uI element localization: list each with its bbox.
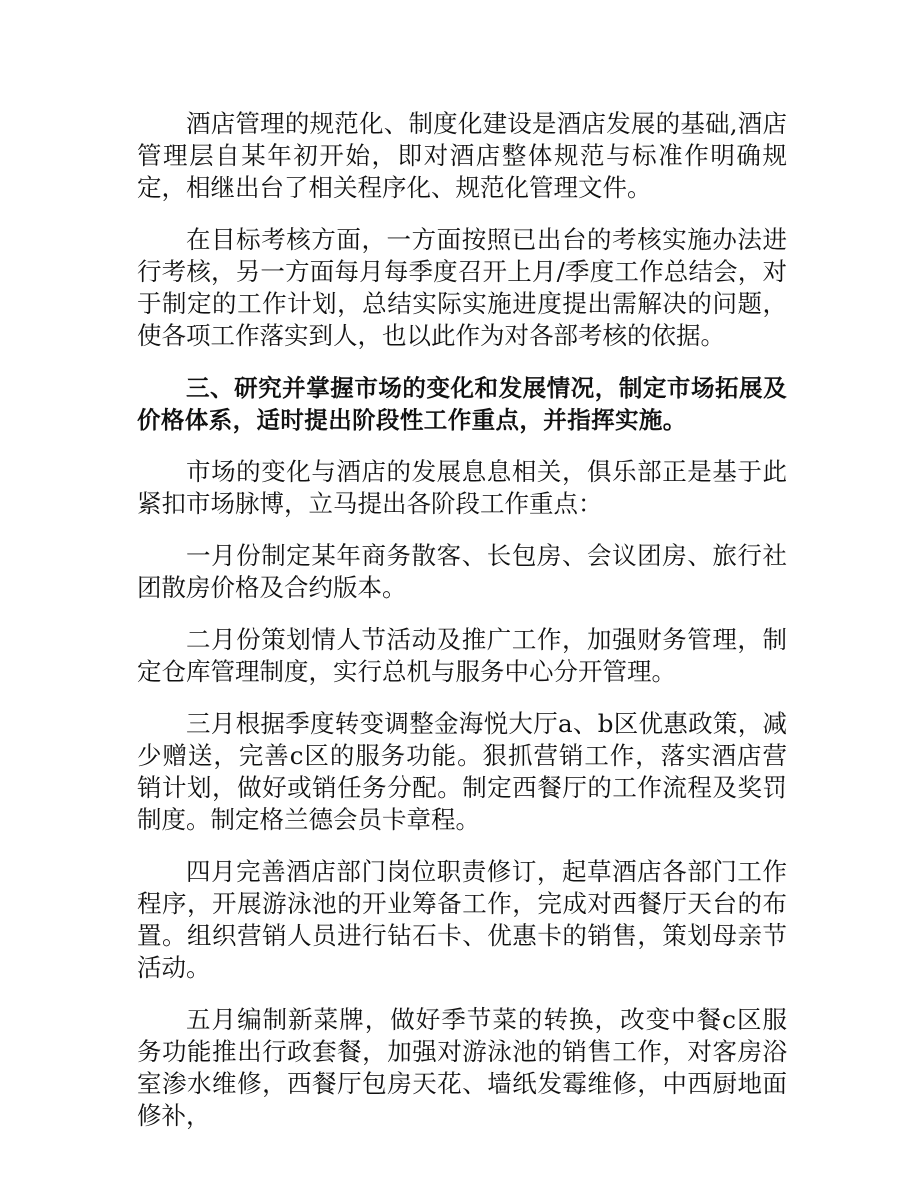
paragraph-standardization: 酒店管理的规范化、制度化建设是酒店发展的基础,酒店管理层自某年初开始，即对酒店整体规范与标准作明确规定，相继出台了相关程序化、规范化管理文件。 [137,109,787,202]
paragraph-march: 三月根据季度转变调整金海悦大厅a、b区优惠政策，减少赠送，完善c区的服务功能。狠抓营销工作，落实酒店营销计划，做好或销任务分配。制定西餐厅的工作流程及奖罚制度。制定格兰德会员卡章程。 [137,709,787,834]
document-body [137,108,787,1152]
paragraph-february: 二月份策划情人节活动及推广工作，加强财务管理，制定仓库管理制度，实行总机与服务中心分开管理。 [137,625,787,686]
paragraph-april: 四月完善酒店部门岗位职责修订，起草酒店各部门工作程序，开展游泳池的开业筹备工作，完成对西餐厅天台的布置。组织营销人员进行钻石卡、优惠卡的销售，策划母亲节活动。 [137,857,787,982]
section-heading-market: 三、研究并掌握市场的变化和发展情况，制定市场拓展及价格体系，适时提出阶段性工作重点，并指挥实施。 [137,374,787,434]
paragraph-may: 五月编制新菜牌，做好季节菜的转换，改变中餐c区服务功能推出行政套餐，加强对游泳池的销售工作，对客房浴室渗水维修，西餐厅包房天花、墙纸发霉维修，中西厨地面修补， [137,1005,787,1130]
paragraph-market-intro: 市场的变化与酒店的发展息息相关，俱乐部正是基于此紧扣市场脉博，立马提出各阶段工作重点： [137,457,787,518]
paragraph-january: 一月份制定某年商务散客、长包房、会议团房、旅行社团散房价格及合约版本。 [137,541,787,602]
paragraph-target-assessment: 在目标考核方面，一方面按照已出台的考核实施办法进行考核，另一方面每月每季度召开上月/季度工作总结会，对于制定的工作计划，总结实际实施进度提出需解决的问题，使各项工作落实到人，也以此作为对各部考核的依据。 [137,225,787,350]
